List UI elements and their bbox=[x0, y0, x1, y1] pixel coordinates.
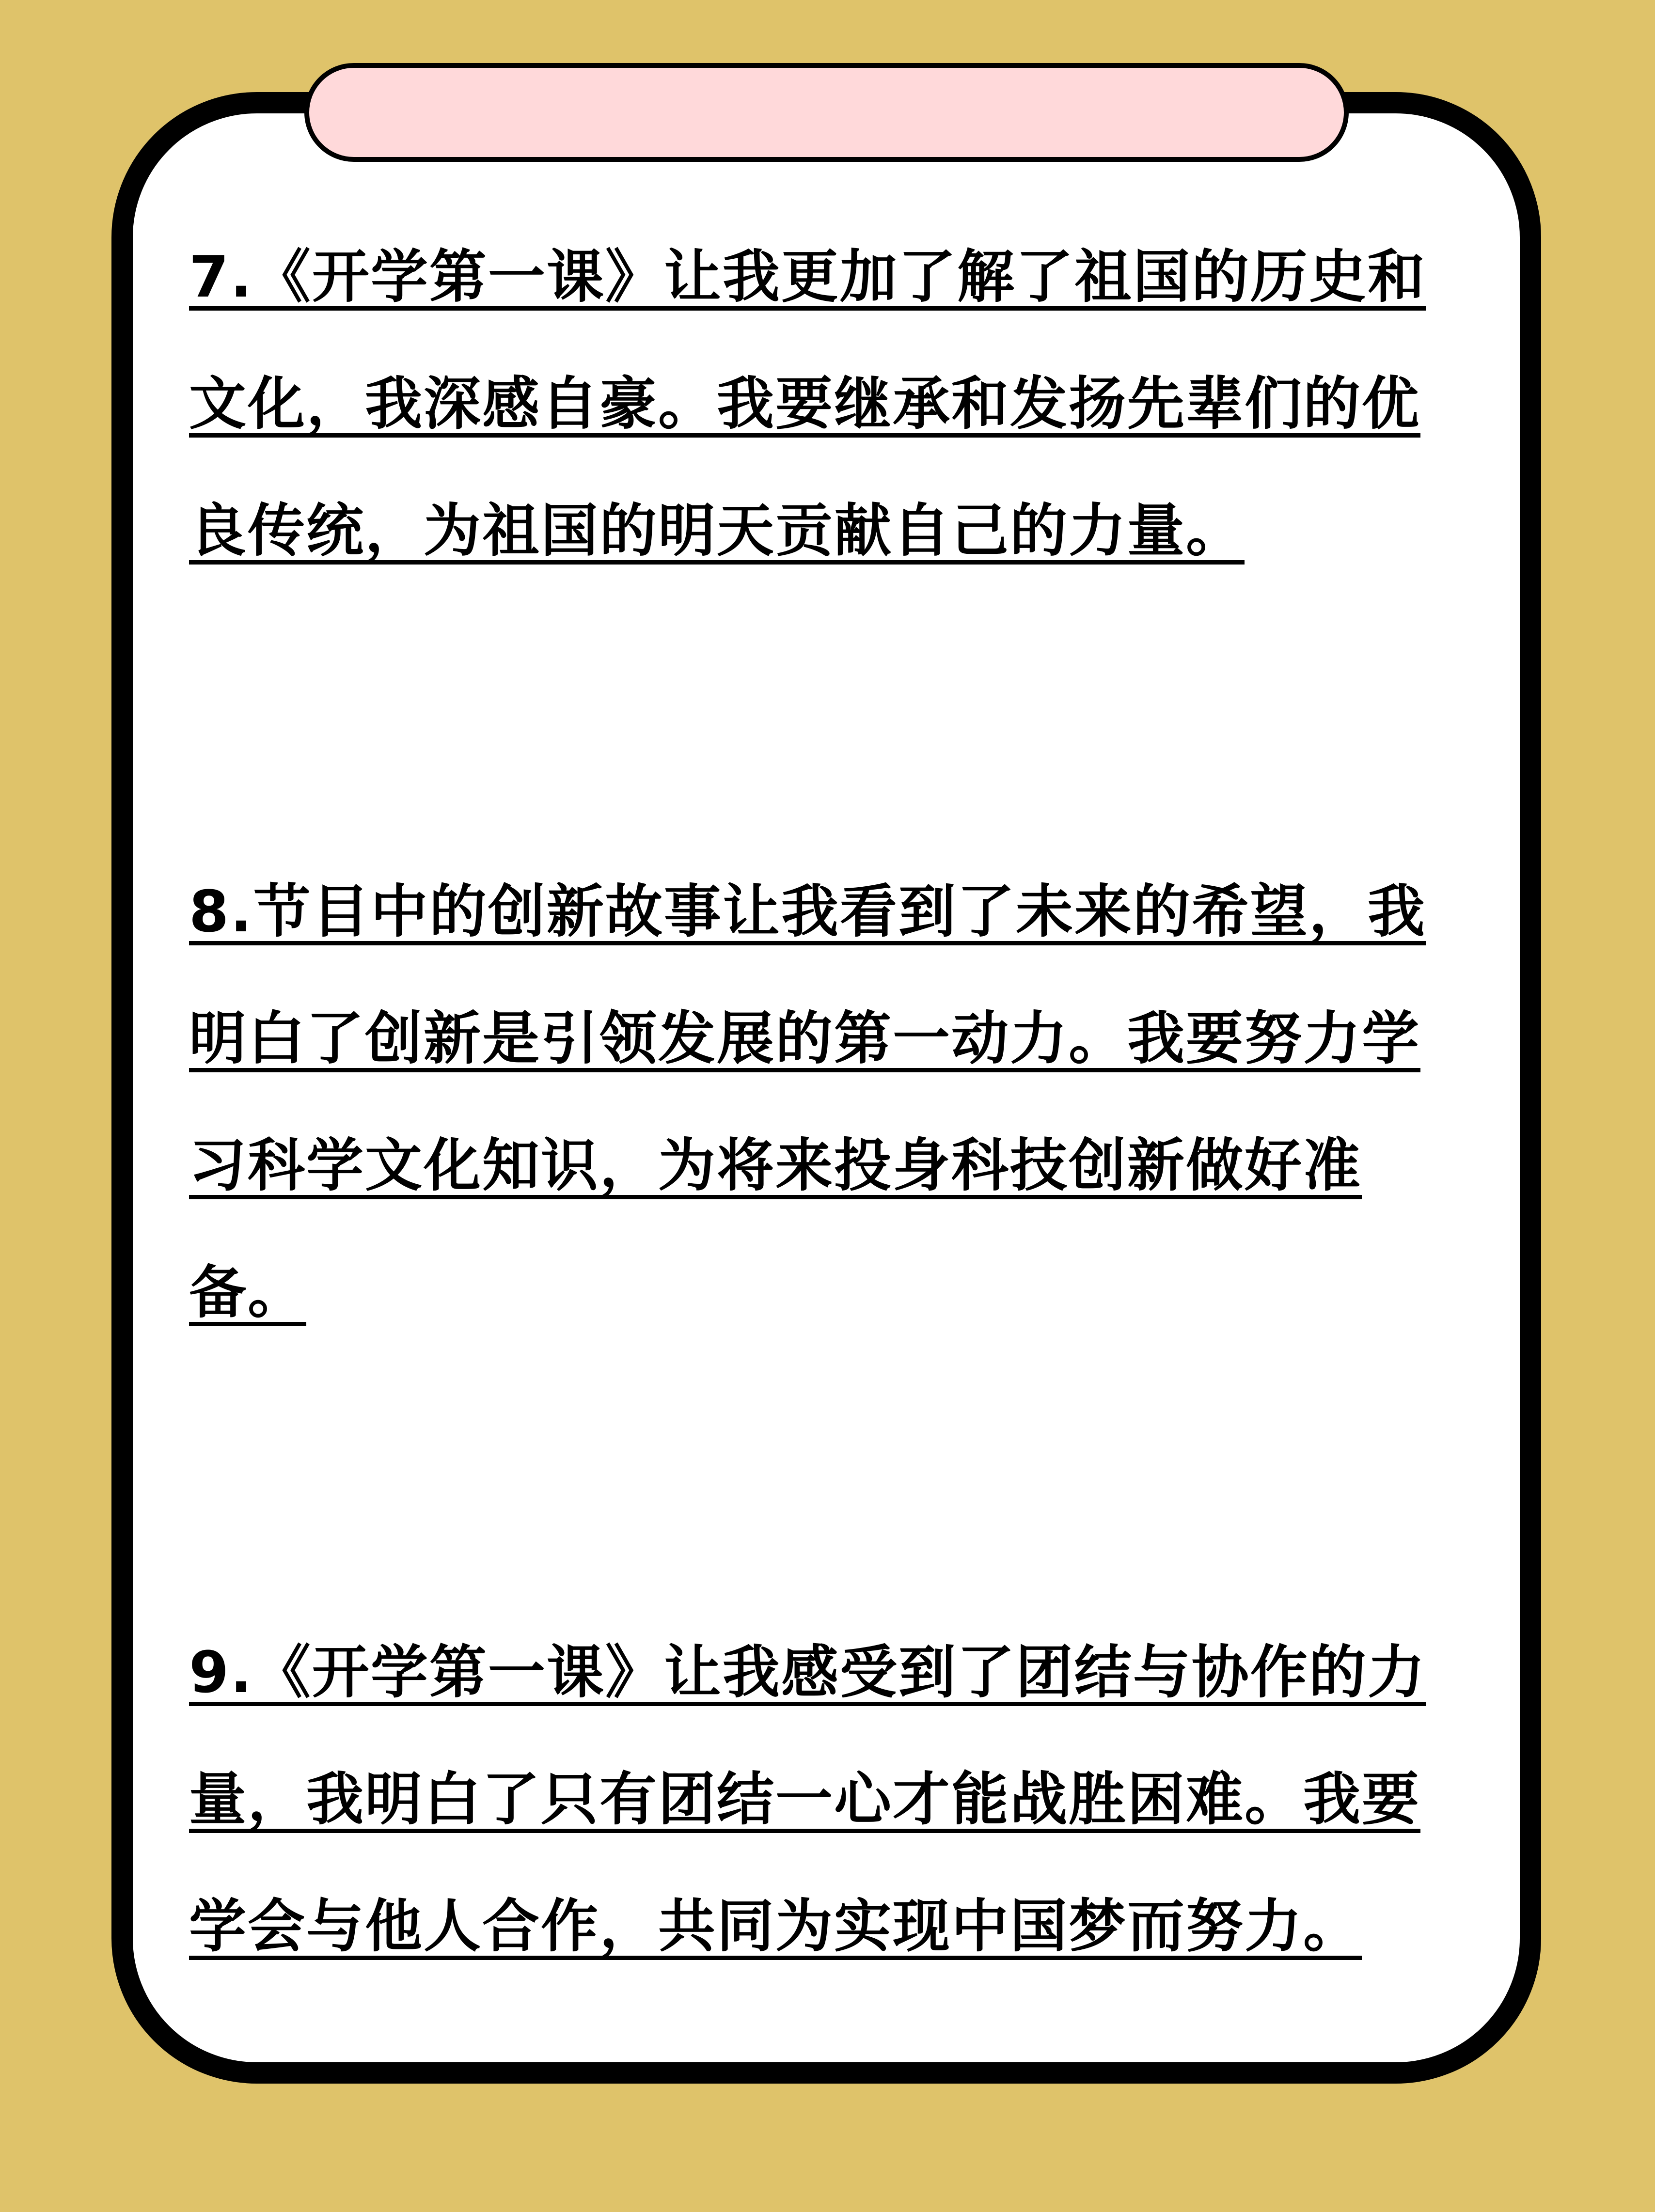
paragraph-7: 7.《开学第一课》让我更加了解了祖国的历史和文化，我深感自豪。我要继承和发扬先辈们的优良传统，为祖国的明天贡献自己的力量。 bbox=[189, 243, 1426, 564]
header-tab bbox=[304, 63, 1349, 162]
paragraph-9: 9.《开学第一课》让我感受到了团结与协作的力量，我明白了只有团结一心才能战胜困难。我要学会与他人合作，共同为实现中国梦而努力。 bbox=[189, 1639, 1426, 1960]
paragraph-8: 8.节目中的创新故事让我看到了未来的希望，我明白了创新是引领发展的第一动力。我要努力学习科学文化知识，为将来投身科技创新做好准备。 bbox=[189, 878, 1426, 1326]
